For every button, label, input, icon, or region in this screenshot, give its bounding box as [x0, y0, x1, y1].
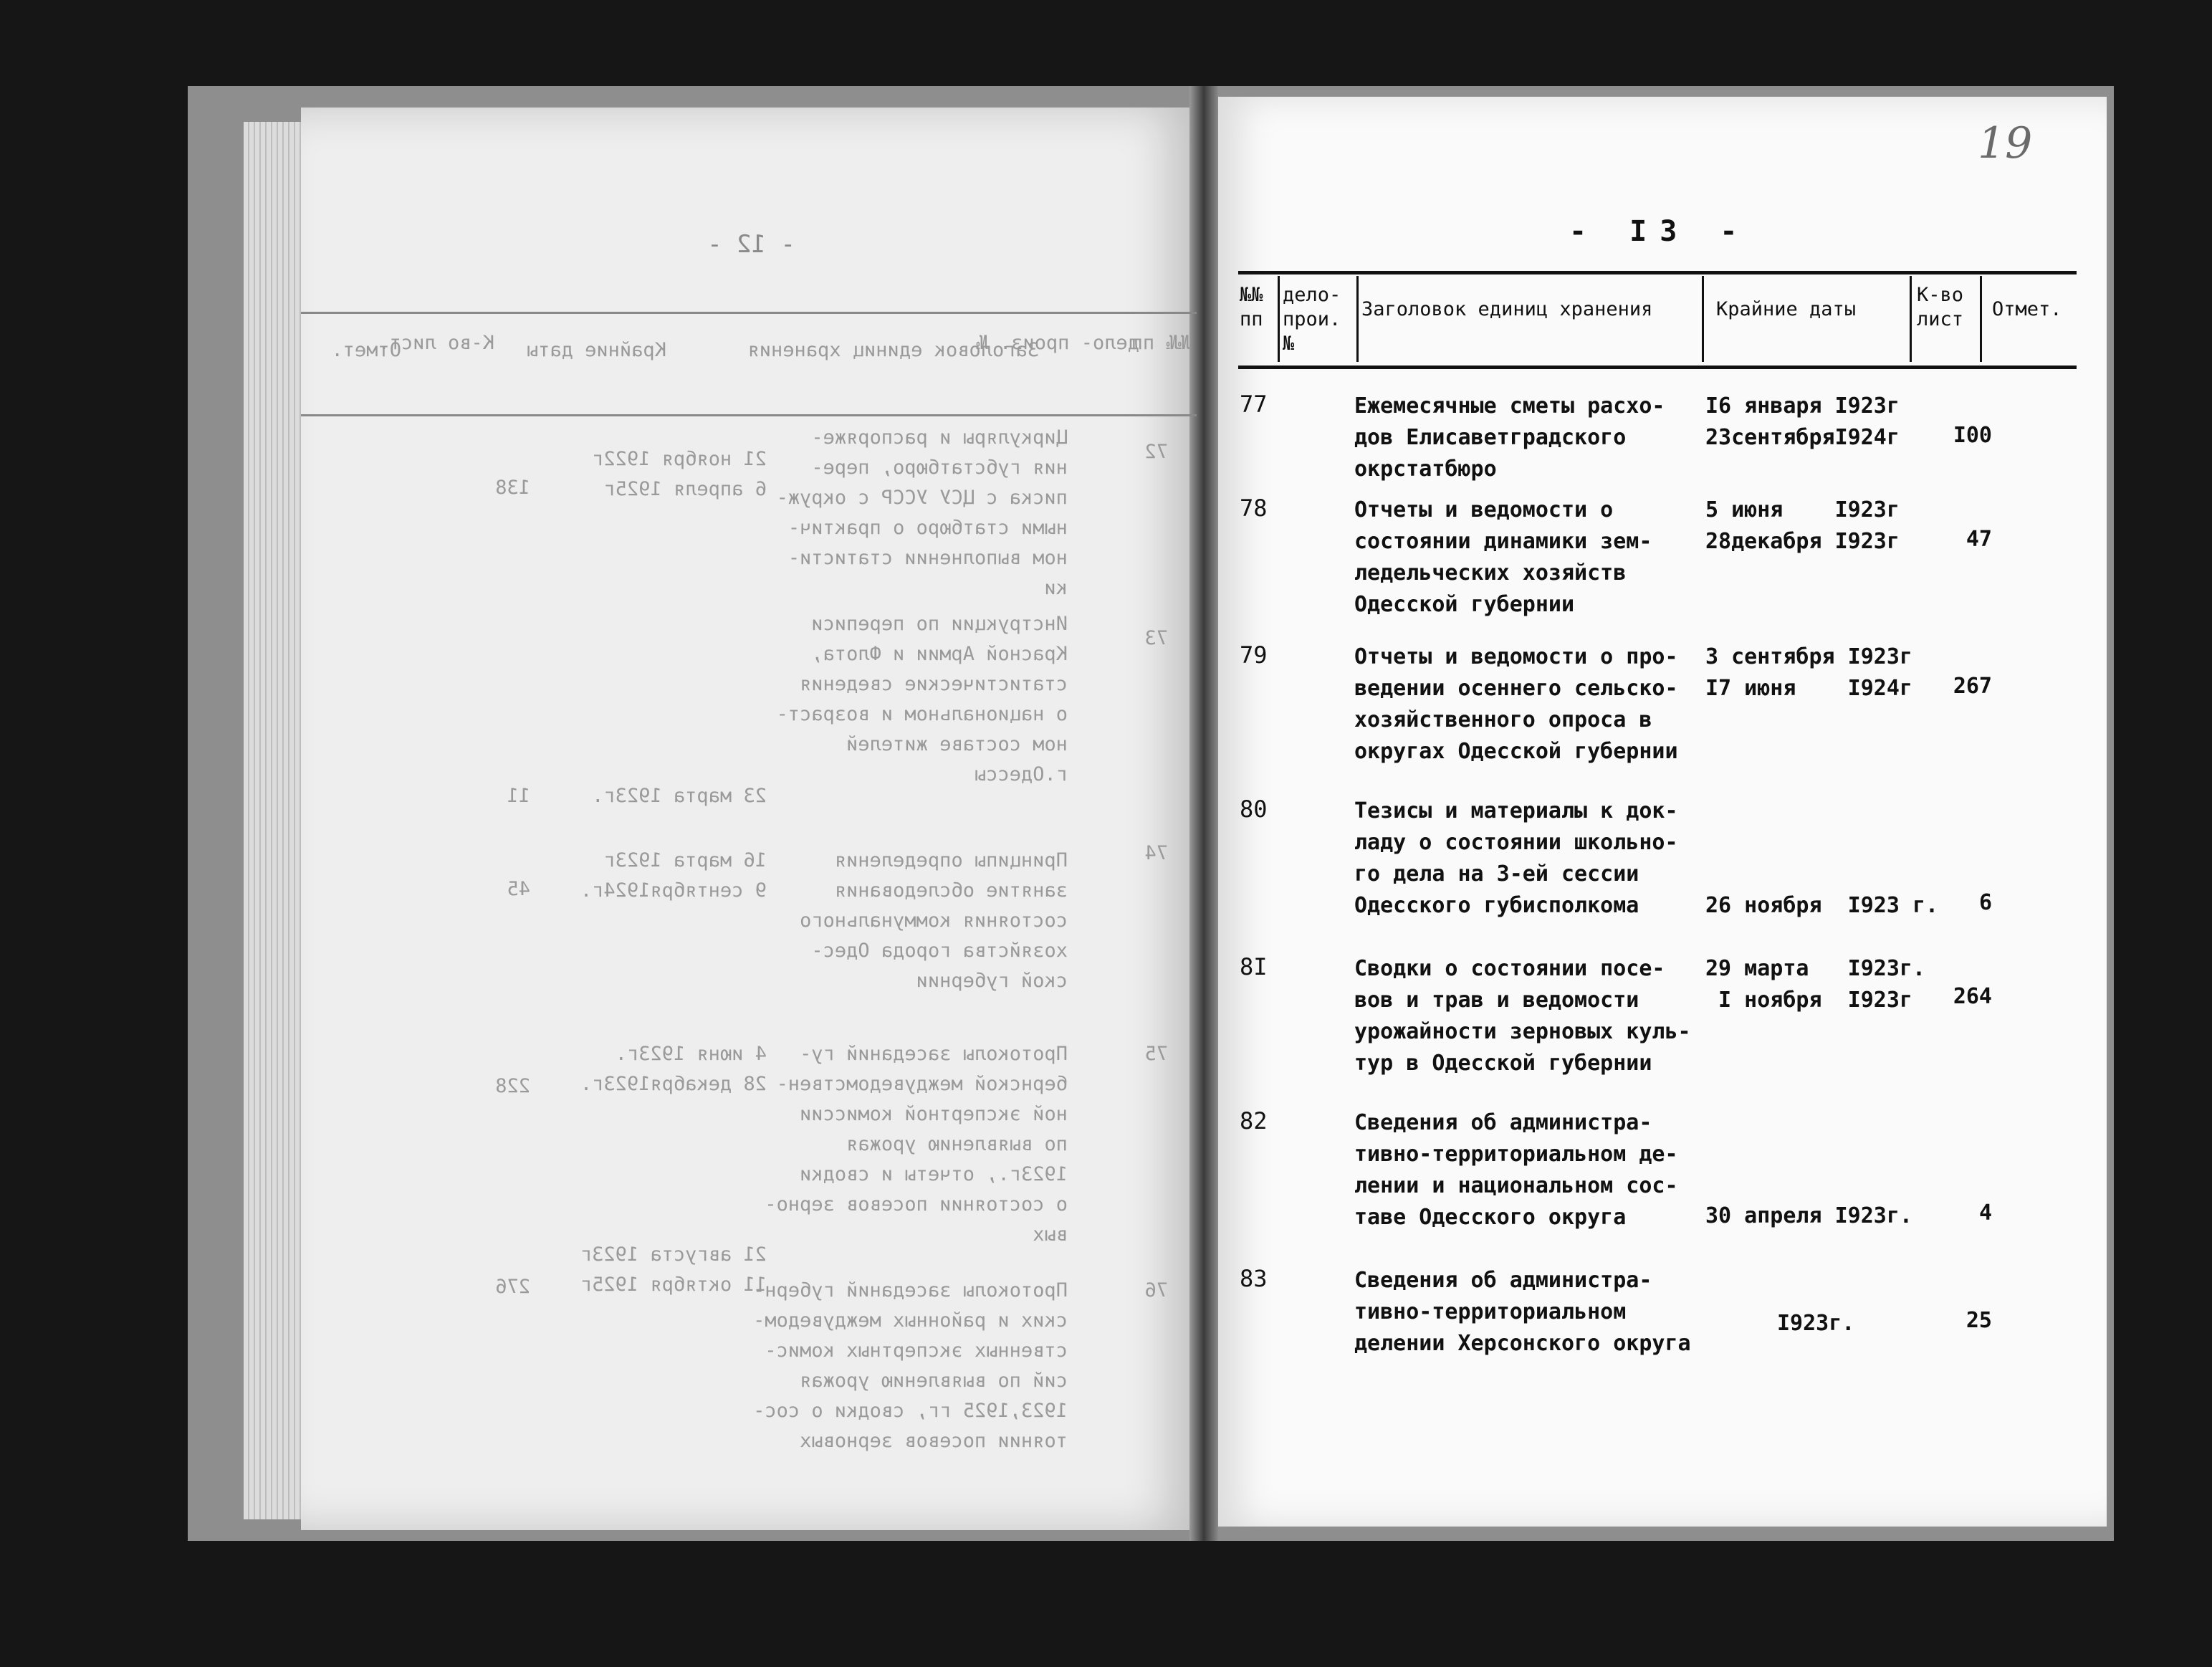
row-title-line: Сводки о состоянии посе- [1354, 956, 1665, 981]
row-title-line: Тезисы и материалы к док- [1354, 798, 1678, 823]
left-table-header [301, 312, 1197, 416]
row-title-line: окрстатбюро [1354, 457, 1497, 482]
left-row-dates: 4 июня 1923г. 28 декабря1923г. [580, 1043, 767, 1095]
row-dates: 26 ноября I923 г. [1705, 893, 1939, 918]
header-separator [1980, 276, 1982, 362]
left-row-title: Инструкции по переписи Красной Армии и Флота, статистические сведения о национальном и возраст- ном составе жителей г.Одессы [776, 613, 1068, 785]
row-dates: 30 апреля I923г. [1705, 1203, 1912, 1228]
header-separator [1702, 276, 1704, 362]
row-title [1354, 641, 1691, 768]
row-dates: I6 января I923г 23сентябряI924г [1705, 393, 1900, 450]
left-row-dates: 21 ноября 1922г 6 апреля 1925г [592, 448, 767, 500]
row-title-line: Сведения об администра- [1354, 1110, 1652, 1135]
left-header-no: №№ пп [1131, 332, 1189, 354]
row-title-line: го дела на 3-ей сессии [1354, 861, 1639, 887]
row-dates: I923г. [1777, 1311, 1855, 1336]
left-row-count: 138 [495, 477, 530, 499]
row-count: 25 [1966, 1308, 1992, 1333]
row-title [1354, 1107, 1691, 1233]
row-title-line: урожайности зерновых куль- [1354, 1019, 1691, 1044]
row-title-line: Одесского губисполкома [1354, 893, 1639, 918]
row-number: 77 [1240, 391, 1268, 418]
header-col-dates: Крайние даты [1716, 298, 1857, 320]
row-number: 79 [1240, 641, 1268, 669]
left-row-count: 11 [507, 785, 530, 807]
row-title-line: Ежемесячные сметы расхо- [1354, 393, 1665, 419]
row-dates: 29 марта I923г. I ноября I923г [1705, 956, 1926, 1013]
left-row-dates: 23 марта 1923г. [592, 785, 767, 807]
row-title-line: вов и трав и ведомости [1354, 988, 1639, 1013]
table-header-rule [1238, 366, 2077, 369]
table-top-rule [1238, 271, 2077, 274]
row-title-line: Одесской губернии [1354, 592, 1575, 617]
row-count: 47 [1966, 527, 1992, 552]
row-title [1354, 391, 1691, 485]
row-dates: 5 июня I923г 28декабря I923г [1705, 497, 1900, 554]
row-title-line: тивно-территориальном де- [1354, 1142, 1678, 1167]
row-number: 83 [1240, 1265, 1268, 1292]
left-row-dates: 16 марта 1923г 9 сентября1924г. [580, 849, 767, 902]
row-title-line: Сведения об администра- [1354, 1268, 1652, 1293]
left-row-title: Протоколы заседаний губерн- ских и районных междуведом- ственных экспертных комис- сий по выявлению урожая 1923,1925 гг, сводки о сос- тоянии посевов зерновых [753, 1279, 1068, 1452]
row-title-line: лении и национальном сос- [1354, 1173, 1678, 1198]
row-title-line: округах Одесской губернии [1354, 739, 1678, 764]
header-separator [1278, 276, 1280, 362]
row-count: 4 [1978, 1200, 1992, 1226]
row-title-line: таве Одесского округа [1354, 1205, 1627, 1230]
row-number: 8I [1240, 953, 1268, 980]
row-number: 82 [1240, 1107, 1268, 1135]
header-separator [1910, 276, 1912, 362]
left-page-bleedthrough [301, 108, 1197, 1530]
left-row-no: 74 [1144, 842, 1168, 864]
page-edges [244, 122, 308, 1519]
header-col-delo: дело- прои. № [1283, 284, 1341, 355]
row-title [1354, 1265, 1691, 1360]
header-col-count: К-во лист [1917, 284, 1964, 330]
row-count: 267 [1953, 674, 1992, 699]
row-count: I00 [1953, 423, 1992, 448]
left-header-dates: Крайние даты [526, 339, 666, 361]
row-title-line: тивно-территориальном [1354, 1299, 1627, 1324]
row-title-line: тур в Одесской губернии [1354, 1051, 1652, 1076]
left-row-no: 76 [1144, 1279, 1168, 1301]
left-header-count: К-во лист. [378, 332, 494, 354]
row-title-line: Отчеты и ведомости о [1354, 497, 1614, 522]
folio-number: 19 [1978, 118, 2033, 168]
row-count: 264 [1953, 984, 1992, 1009]
left-row-count: 45 [507, 878, 530, 900]
row-title [1354, 495, 1691, 621]
left-row-no: 73 [1144, 627, 1168, 649]
header-separator [1356, 276, 1359, 362]
header-col-no: №№ пп [1240, 284, 1263, 330]
left-page-number: - 12 - [707, 230, 795, 259]
left-row-count: 228 [495, 1075, 530, 1097]
left-row-count: 276 [495, 1276, 530, 1298]
left-header-title: Заголовок единиц хранения [747, 339, 1039, 361]
row-title [1354, 796, 1691, 922]
row-title-line: хозяйственного опроса в [1354, 707, 1652, 732]
left-header-note: Отмет. [331, 339, 401, 361]
row-title-line: Отчеты и ведомости о про- [1354, 644, 1678, 669]
row-title-line: ладу о состоянии школьно- [1354, 830, 1678, 855]
row-title-line: делении Херсонского округа [1354, 1331, 1691, 1356]
left-row-title: Протоколы заседаний гу- бернской междуведомствен- ной экспертной комиссии по выявлению урожая 1923г., отчеты и сводки о состоянии посевов зерно- вых [765, 1043, 1068, 1246]
left-row-title: Принципы определения занятие обследования состояния коммунального хозяйства города Одес- ской губернии [800, 849, 1068, 992]
row-title-line: дов Елисаветградского [1354, 425, 1627, 450]
row-title-line: ледельческих хозяйств [1354, 560, 1627, 586]
row-title [1354, 953, 1691, 1079]
left-row-no: 75 [1144, 1043, 1168, 1065]
header-col-note: Отмет. [1992, 298, 2062, 320]
header-col-title: Заголовок единиц хранения [1361, 298, 1653, 320]
right-page-number: - I3 - [1569, 215, 1751, 248]
row-number: 78 [1240, 495, 1268, 522]
row-count: 6 [1978, 890, 1992, 915]
left-row-title: Циркуляры и распоряже- ния губстатбюро, пере- писка с ЦСУ УССР с окруж- ными статбюро о практич- ном выполнении статисти- ки [776, 426, 1068, 599]
row-title-line: состоянии динамики зем- [1354, 529, 1652, 554]
left-header-delo: дело- произ. № [976, 332, 1139, 354]
row-title-line: ведении осеннего сельско- [1354, 676, 1678, 701]
row-dates: 3 сентября I923г I7 июня I924г [1705, 644, 1912, 701]
row-number: 80 [1240, 796, 1268, 823]
left-row-dates: 21 августа 1923г 11 октября 1925г [580, 1243, 767, 1296]
left-row-no: 72 [1144, 441, 1168, 463]
